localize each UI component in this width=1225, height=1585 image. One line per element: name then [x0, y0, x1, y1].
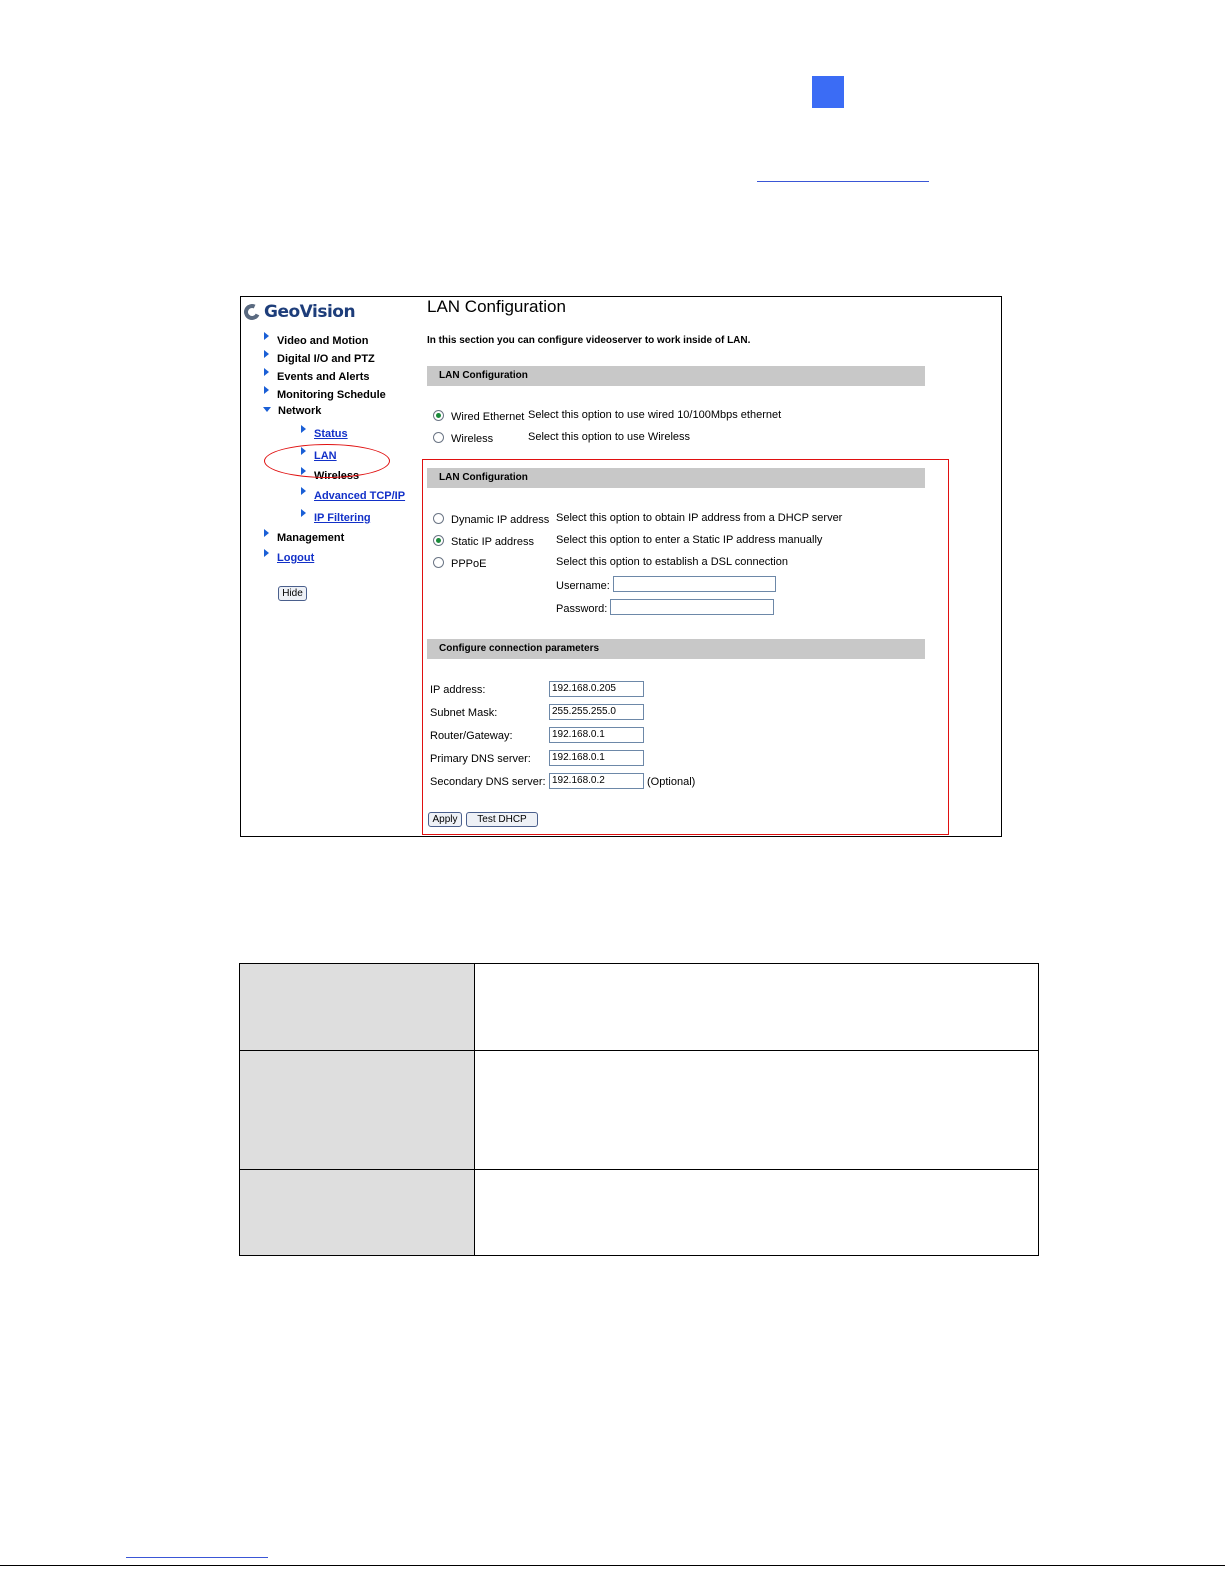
secondary-dns-label: Secondary DNS server: — [430, 776, 546, 788]
section-header-connection-params: Configure connection parameters — [427, 639, 925, 659]
logo-mark-icon — [242, 302, 263, 323]
chapter-marker — [812, 76, 844, 108]
sidebar-item-digital-io[interactable]: Digital I/O and PTZ — [264, 350, 375, 364]
field-description-table — [239, 963, 1039, 1256]
sidebar-subitem-ip-filtering[interactable]: IP Filtering — [301, 509, 371, 523]
sidebar-subitem-wireless[interactable]: Wireless — [301, 467, 359, 481]
table-key-cell — [240, 964, 475, 1051]
arrow-right-icon — [264, 386, 269, 394]
sidebar-item-events-alerts[interactable]: Events and Alerts — [264, 368, 370, 382]
table-row — [240, 1051, 1039, 1170]
radio-static-ip[interactable] — [433, 535, 444, 546]
password-input[interactable] — [610, 599, 774, 615]
table-key-cell — [240, 1170, 475, 1256]
label-pppoe: PPPoE — [451, 558, 487, 570]
help-wired-ethernet: Select this option to use wired 10/100Mbps ethernet — [528, 409, 782, 421]
subnet-mask-label: Subnet Mask: — [430, 707, 498, 719]
hide-button[interactable]: Hide — [278, 586, 307, 601]
sidebar-item-management[interactable]: Management — [264, 529, 344, 543]
sidebar-item-logout[interactable]: Logout — [264, 549, 314, 563]
gateway-input[interactable]: 192.168.0.1 — [549, 727, 644, 743]
table-value-cell — [475, 964, 1039, 1051]
gateway-label: Router/Gateway: — [430, 730, 513, 742]
label-wired-ethernet: Wired Ethernet — [451, 411, 525, 423]
help-dynamic-ip: Select this option to obtain IP address from a DHCP server — [556, 512, 843, 524]
help-static-ip: Select this option to enter a Static IP address manually — [556, 534, 823, 546]
sidebar-item-network[interactable]: Network — [263, 404, 321, 418]
primary-dns-label: Primary DNS server: — [430, 753, 531, 765]
apply-button[interactable]: Apply — [428, 812, 462, 827]
arrow-right-icon — [301, 509, 306, 517]
table-row — [240, 1170, 1039, 1256]
arrow-right-icon — [264, 529, 269, 537]
arrow-down-icon — [263, 407, 271, 412]
table-value-cell — [475, 1051, 1039, 1170]
ip-address-label: IP address: — [430, 684, 486, 696]
table-row — [240, 964, 1039, 1051]
help-wireless: Select this option to use Wireless — [528, 431, 691, 443]
help-pppoe: Select this option to establish a DSL connection — [556, 556, 788, 568]
radio-pppoe[interactable] — [433, 557, 444, 568]
ip-address-input[interactable]: 192.168.0.205 — [549, 681, 644, 697]
lan-highlight-circle — [264, 444, 390, 478]
radio-selected-dot — [436, 413, 441, 418]
username-label: Username: — [556, 580, 610, 592]
password-label: Password: — [556, 603, 608, 615]
label-wireless: Wireless — [451, 433, 494, 445]
primary-dns-input[interactable]: 192.168.0.1 — [549, 750, 644, 766]
label-dynamic-ip: Dynamic IP address — [451, 514, 550, 526]
page-title: LAN Configuration — [427, 297, 566, 316]
sidebar-subitem-advanced-tcpip[interactable]: Advanced TCP/IP — [301, 487, 405, 501]
secondary-dns-input[interactable]: 192.168.0.2 — [549, 773, 644, 789]
radio-wireless[interactable] — [433, 432, 444, 443]
optional-note: (Optional) — [647, 776, 696, 788]
arrow-right-icon — [264, 332, 269, 340]
arrow-right-icon — [301, 487, 306, 495]
page-description: In this section you can configure videoserver to work inside of LAN. — [427, 335, 751, 346]
section-header-ip-mode: LAN Configuration — [427, 468, 925, 488]
logo-text: GeoVision — [264, 302, 356, 322]
arrow-right-icon — [264, 549, 269, 557]
arrow-right-icon — [301, 425, 306, 433]
sidebar-item-monitoring-schedule[interactable]: Monitoring Schedule — [264, 386, 386, 400]
test-dhcp-button[interactable]: Test DHCP — [466, 812, 538, 827]
sidebar-subitem-status[interactable]: Status — [301, 425, 348, 439]
radio-selected-dot — [436, 538, 441, 543]
footer-link[interactable] — [126, 1557, 268, 1558]
username-input[interactable] — [613, 576, 776, 592]
sidebar-item-video-and-motion[interactable]: Video and Motion — [264, 332, 368, 346]
table-key-cell — [240, 1051, 475, 1170]
arrow-right-icon — [264, 368, 269, 376]
footer-rule — [0, 1565, 1225, 1566]
cross-reference-link[interactable] — [757, 181, 929, 182]
section-header-connection-type: LAN Configuration — [427, 366, 925, 386]
subnet-mask-input[interactable]: 255.255.255.0 — [549, 704, 644, 720]
radio-dynamic-ip[interactable] — [433, 513, 444, 524]
table-value-cell — [475, 1170, 1039, 1256]
radio-wired-ethernet[interactable] — [433, 410, 444, 421]
arrow-right-icon — [264, 350, 269, 358]
geovision-logo — [244, 300, 355, 324]
sidebar-subitem-lan[interactable]: LAN — [301, 447, 337, 461]
label-static-ip: Static IP address — [451, 536, 534, 548]
